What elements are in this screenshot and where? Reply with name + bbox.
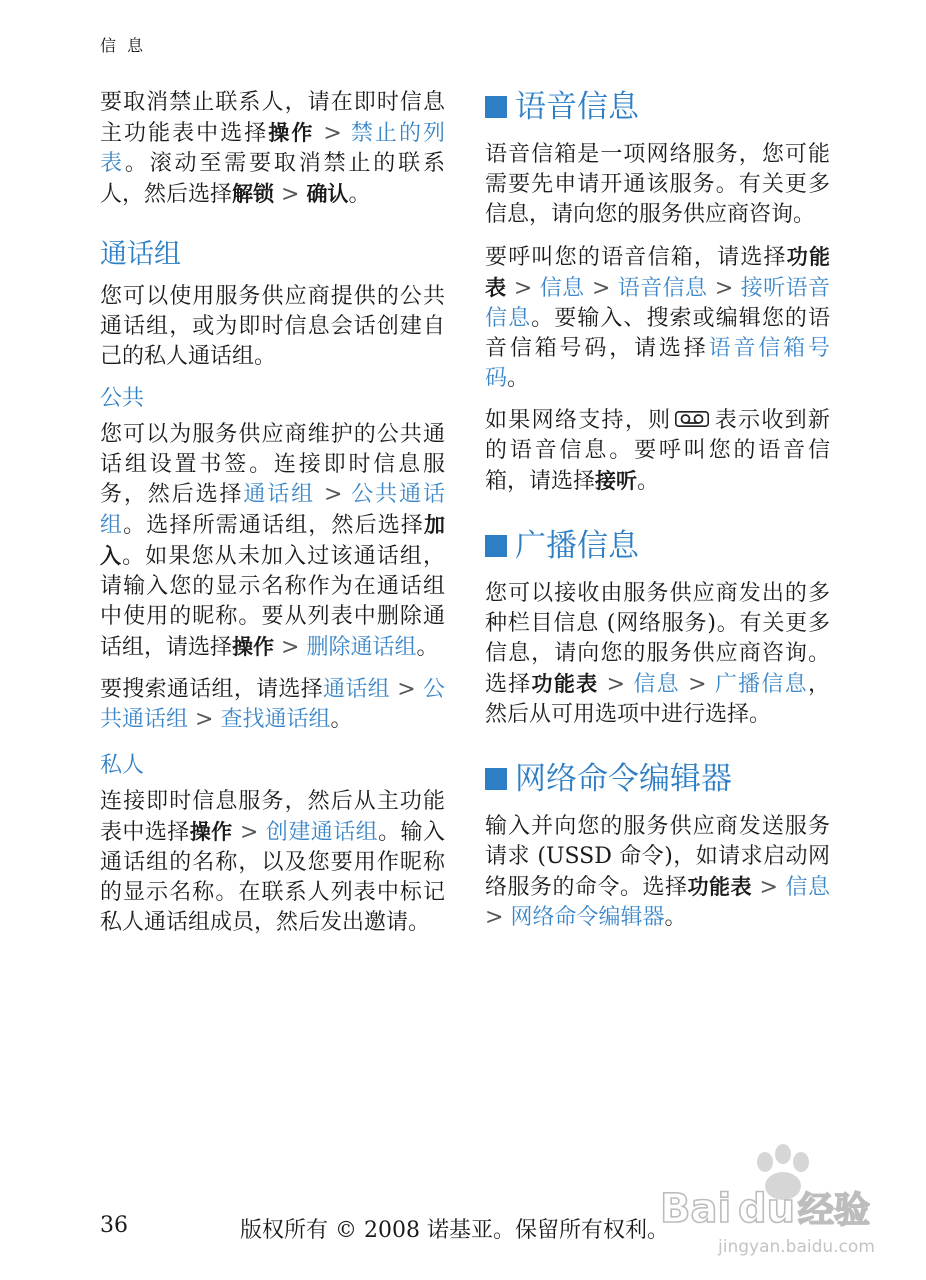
left-column	[100, 88, 445, 950]
voicemail-number-link[interactable]: 语音信箱号码	[485, 336, 830, 391]
section-title-group: 通话组	[100, 239, 181, 270]
voicemail-icon	[675, 406, 709, 436]
svg-text:jingyan.baidu.com: jingyan.baidu.com	[718, 1237, 875, 1257]
square-marker-icon	[485, 768, 507, 790]
square-marker-icon	[485, 96, 507, 118]
public-group-link[interactable]: 公共通话组	[100, 482, 445, 538]
svg-text:经验: 经验	[798, 1190, 871, 1231]
messaging-link[interactable]: 信息	[539, 276, 585, 301]
section-title-voice: 语音信息	[485, 88, 830, 126]
public-group-link-2[interactable]: 公共通话组	[100, 677, 445, 732]
voice-paragraph-3: 如果网络支持，则 表示收到新的语音信息。要呼叫您的语音信箱，请选择接听。	[485, 408, 830, 494]
right-column	[485, 88, 830, 945]
section-title-service-commands: 网络命令编辑器	[485, 760, 830, 798]
messaging-link-2[interactable]: 信息	[633, 672, 680, 697]
subsection-title-private: 私人	[100, 753, 145, 778]
listen-voice-link[interactable]: 接听语音信息	[485, 276, 831, 331]
voice-paragraph-1: 语音信箱是一项网络服务，您可能需要先申请开通该服务。有关更多信息，请向您的服务供应商咨询。	[485, 142, 830, 227]
square-marker-icon	[485, 535, 507, 557]
group-link[interactable]: 通话组	[243, 482, 316, 507]
service-paragraph: 输入并向您的服务供应商发送服务请求 (USSD 命令)，如请求启动网络服务的命令。选择功能表 > 信息 > 网络命令编辑器。	[485, 814, 830, 930]
voice-paragraph-2: 要呼叫您的语音信箱，请选择功能表 > 信息 > 语音信息 > 接听语音信息。要输入、搜索或编辑您的语音信箱号码，请选择语音信箱号码。	[485, 245, 831, 391]
create-group-link[interactable]: 创建通话组	[265, 820, 379, 845]
svg-text:du: du	[738, 1186, 796, 1232]
baidu-jingyan-watermark	[660, 1130, 910, 1260]
broadcast-paragraph: 您可以接收由服务供应商发出的多种栏目信息 (网络服务)。有关更多信息，请向您的服务供应商咨询。选择功能表 > 信息 > 广播信息，然后从可用选项中进行选择。	[485, 581, 830, 727]
subsection-title-public: 公共	[100, 386, 145, 411]
intro-paragraph: 要取消禁止联系人，请在即时信息主功能表中选择操作 > 禁止的列表。滚动至需要取消禁止的联系人，然后选择解锁 > 确认。	[100, 90, 445, 207]
running-header: 信 息	[100, 36, 147, 55]
public-paragraph-2: 要搜索通话组，请选择通话组 > 公共通话组 > 查找通话组。	[100, 677, 445, 732]
find-group-link[interactable]: 查找通话组	[220, 707, 331, 732]
service-commands-link[interactable]: 网络命令编辑器	[510, 905, 665, 930]
delete-group-link[interactable]: 删除通话组	[306, 635, 417, 660]
messaging-link-3[interactable]: 信息	[785, 875, 830, 900]
section-title-broadcast: 广播信息	[485, 527, 830, 565]
private-paragraph: 连接即时信息服务，然后从主功能表中选择操作 > 创建通话组。输入通话组的名称，以及您要用作昵称的显示名称。在联系人列表中标记私人通话组成员，然后发出邀请。	[100, 789, 445, 935]
voice-messages-link[interactable]: 语音信息	[617, 276, 708, 301]
svg-text:Bai: Bai	[660, 1186, 732, 1232]
public-paragraph-1: 您可以为服务供应商维护的公共通话组设置书签。连接即时信息服务，然后选择通话组 > 公共通话组。选择所需通话组，然后选择加入。如果您从未加入过该通话组，请输入您的显示名称作为在通话组中使用的昵称。要从列表中删除通话组，请选择操作 > 删除通话组。	[100, 422, 445, 660]
broadcast-link[interactable]: 广播信息	[714, 672, 808, 697]
blocked-list-link[interactable]: 禁止的列表	[100, 121, 445, 176]
copyright-notice: 版权所有 © 2008 诺基亚。保留所有权利。	[240, 1218, 669, 1243]
page-number: 36	[100, 1213, 128, 1238]
group-paragraph: 您可以使用服务供应商提供的公共通话组，或为即时信息会话创建自己的私人通话组。	[100, 284, 445, 369]
group-link-2[interactable]: 通话组	[323, 677, 390, 702]
